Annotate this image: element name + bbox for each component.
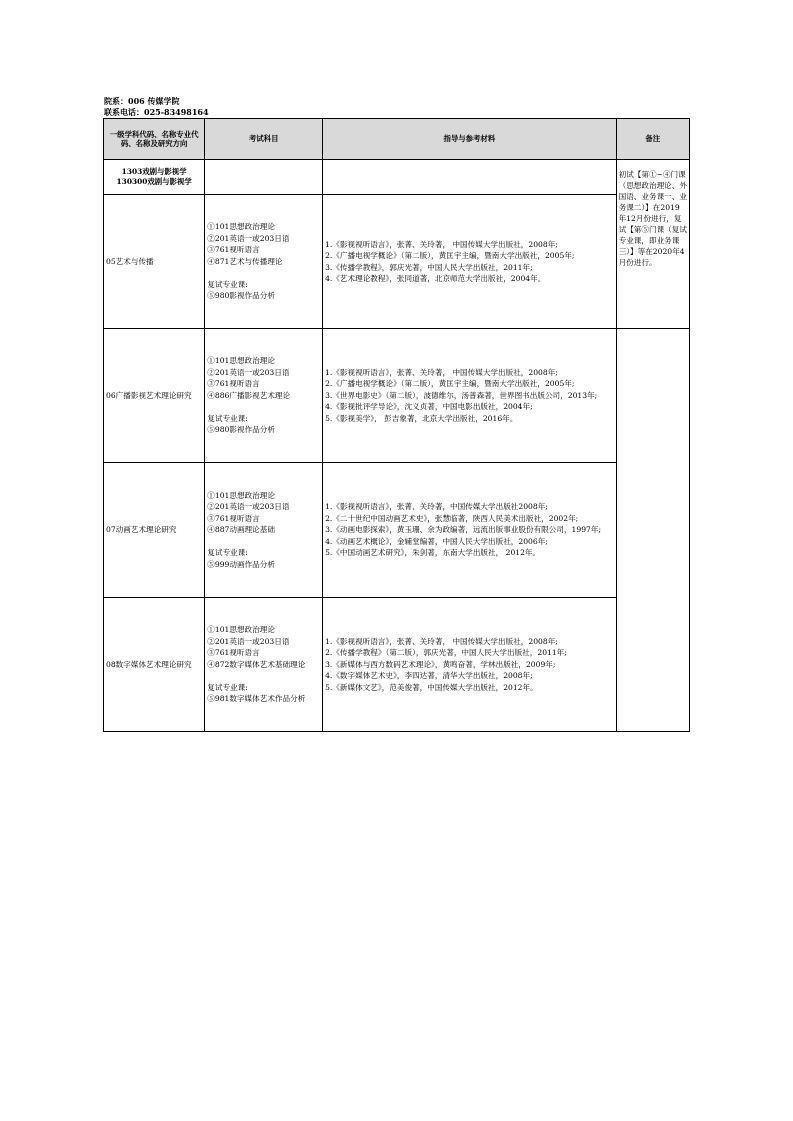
subject-row: [104, 160, 690, 195]
exam-item: ①101思想政治理论: [207, 490, 275, 500]
phone-label: 联系电话：025-83498164: [104, 107, 209, 117]
exam-item: ④871艺术与传播理论: [207, 256, 283, 266]
reference-item: 3.《新媒体与西方数码艺术理论》，黄鸣奋著，学林出版社，2009年;: [325, 659, 556, 669]
reference-item: 2.《广播电视学概论》（第二版），黄匡宇主编，暨南大学出版社，2005年;: [325, 251, 575, 260]
page-header: [104, 96, 209, 118]
column-header-references: 指导与参考材料: [323, 119, 617, 160]
exam-item: ③761视听语言: [207, 513, 260, 523]
column-header-exams: 考试科目: [205, 119, 323, 160]
subject-line: 1303戏剧与影视学: [121, 167, 187, 176]
reference-item: 5.《新媒体文艺》，范美俊著，中国传媒大学出版社，2012年。: [325, 682, 538, 692]
column-header-direction: 一级学科代码、名称专业代码、名称及研究方向: [104, 119, 205, 160]
retest-item: ⑤981数字媒体艺术作品分析: [207, 694, 306, 704]
reference-item: 3.《动画电影探索》，黄玉珊、余为政编著，远流出版事业股份有限公司，1997年;: [325, 525, 602, 535]
subject-line: 130300戏剧与影视学: [116, 177, 192, 186]
exam-item: ①101思想政治理论: [207, 625, 275, 635]
references-cell: [323, 195, 617, 329]
reference-item: 4.《影视批评学导论》，沈义贞著，中国电影出版社，2004年;: [325, 402, 533, 412]
note-cell: [616, 160, 689, 329]
references-cell: [323, 329, 617, 463]
direction-cell: 06广播影视艺术理论研究: [104, 329, 205, 463]
exams-cell: [205, 463, 323, 598]
reference-item: 4.《数字媒体艺术史》，李四达著，清华大学出版社，2008年;: [325, 671, 533, 681]
exam-item: ④886广播影视艺术理论: [207, 390, 291, 400]
empty-cell: [205, 160, 323, 195]
exams-cell: [205, 598, 323, 732]
table-header-row: [104, 119, 690, 160]
reference-item: 2.《广播电视学概论》（第二版），黄匡宇主编，暨南大学出版社，2005年;: [325, 379, 575, 389]
exam-item: ①101思想政治理论: [207, 356, 275, 366]
exam-item: ④887动画理论基础: [207, 525, 275, 535]
reference-item: 4.《动画艺术概论》，金辅堂编著，中国人民大学出版社，2006年;: [325, 536, 548, 546]
reference-item: 1.《影视视听语言》，张菁、关玲著， 中国传媒大学出版社，2008年;: [325, 239, 558, 249]
table-row: [104, 195, 690, 329]
reference-item: 2.《二十世纪中国动画艺术史》，张慧临著，陕西人民美术出版社，2002年;: [325, 513, 579, 523]
reference-item: 5.《中国动画艺术研究》，朱剑著，东南大学出版社， 2012年。: [325, 548, 541, 558]
retest-item: ⑤980影视作品分析: [207, 291, 275, 301]
exam-item: ③761视听语言: [207, 245, 260, 255]
subject-cell: [104, 160, 205, 195]
retest-item: ⑤999动画作品分析: [207, 559, 275, 569]
reference-item: 5.《影视美学》， 彭吉象著，北京大学出版社，2016年。: [325, 413, 518, 423]
note-text: 初试【第①~④门课（思想政治理论、外国语、业务课一、业务课二）】在2019年12月份进行，复试【第⑤门课（复试专业课，即业务课三）】等在2020年4月份进行。: [618, 170, 687, 267]
exam-item: ③761视听语言: [207, 648, 260, 658]
references-cell: [323, 463, 617, 598]
retest-label: 复试专业课:: [207, 279, 248, 289]
exams-cell: [205, 195, 323, 329]
empty-cell: [323, 160, 617, 195]
reference-item: 3.《传播学教程》，郭庆光著，中国人民大学出版社，2011年;: [325, 262, 533, 272]
direction-cell: 08数字媒体艺术理论研究: [104, 598, 205, 732]
retest-label: 复试专业课:: [207, 548, 248, 558]
direction-cell: 07动画艺术理论研究: [104, 463, 205, 598]
retest-label: 复试专业课:: [207, 682, 248, 692]
reference-item: 1.《影视视听语言》，张菁、关玲著， 中国传媒大学出版社，2008年;: [325, 636, 558, 646]
table-row: [104, 598, 690, 732]
exam-item: ④872数字媒体艺术基础理论: [207, 659, 306, 669]
department-label: 院系：006 传媒学院: [104, 96, 180, 106]
reference-item: 1.《影视视听语言》，张菁、关玲著， 中国传媒大学出版社，2008年;: [325, 367, 558, 377]
exam-item: ①101思想政治理论: [207, 222, 275, 232]
exams-cell: [205, 329, 323, 463]
reference-item: 4.《艺术理论教程》，张同道著，北京师范大学出版社，2004年。: [325, 274, 546, 283]
reference-item: 1.《影视视听语言》，张菁、关玲著，中国传媒大学出版社2008年;: [325, 502, 548, 512]
table-row: [104, 463, 690, 598]
reference-item: 2.《传播学教程》（第二版），郭庆光著，中国人民大学出版社，2011年;: [325, 648, 567, 658]
exam-item: ②201英语一或203日语: [207, 233, 290, 243]
reference-item: 3.《世界电影史》（第二版），波德维尔，汤普森著，世界图书出版公司，2013年;: [325, 390, 598, 400]
exam-item: ③761视听语言: [207, 379, 260, 389]
retest-item: ⑤980影视作品分析: [207, 425, 275, 435]
table-row: [104, 329, 690, 463]
exam-item: ②201英语一或203日语: [207, 367, 290, 377]
references-cell: [323, 598, 617, 732]
exam-item: ②201英语一或203日语: [207, 636, 290, 646]
exam-table: [103, 118, 690, 732]
direction-cell: 05艺术与传播: [104, 195, 205, 329]
retest-label: 复试专业课:: [207, 413, 248, 423]
column-header-notes: 备注: [616, 119, 689, 160]
exam-item: ②201英语一或203日语: [207, 502, 290, 512]
empty-cell: [616, 329, 689, 732]
